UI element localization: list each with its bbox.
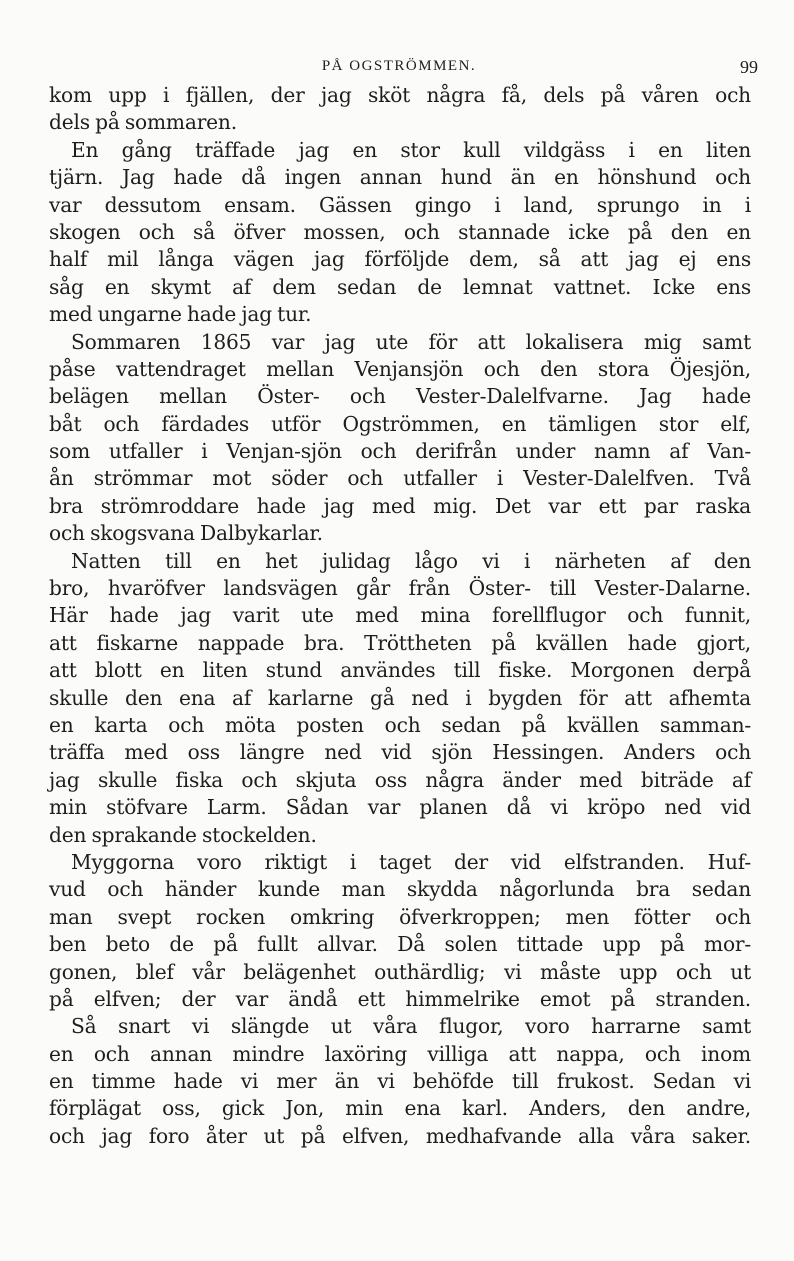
text-line: Myggorna voro riktigt i taget der vid elfstranden. Huf- <box>71 849 751 874</box>
text-line: kom upp i fjällen, der jag sköt några få, dels på våren och <box>49 83 751 107</box>
text-line: skulle den ena af karlarne gå ned i bygden för att afhemta <box>49 685 751 710</box>
text-line: tjärn. Jag hade då ingen annan hund än en hönshund och <box>49 165 751 190</box>
text-line: och skogsvana Dalbykarlar. <box>49 521 323 546</box>
text-line: ån strömmar mot söder och utfaller i Vester-Dalelfven. Två <box>49 466 751 491</box>
text-line: ben beto de på fullt allvar. Då solen tittade upp på mor- <box>49 932 751 957</box>
text-line: förplägat oss, gick Jon, min ena karl. Anders, den andre, <box>49 1096 751 1121</box>
text-line: en timme hade vi mer än vi behöfde till frukost. Sedan vi <box>49 1069 751 1094</box>
text-line: en karta och möta posten och sedan på kvällen samman- <box>49 712 751 737</box>
text-line: påse vattendraget mellan Venjansjön och den stora Öjesjön, <box>49 356 751 381</box>
text-line: bra strömroddare hade jag med mig. Det var ett par raska <box>49 493 751 518</box>
text-line: att blott en liten stund användes till fiske. Morgonen derpå <box>49 658 751 683</box>
text-line: Sommaren 1865 var jag ute för att lokalisera mig samt <box>71 329 751 354</box>
text-line: Så snart vi slängde ut våra flugor, voro harrarne samt <box>71 1014 751 1039</box>
text-line: jag skulle fiska och skjuta oss några änder med biträde af <box>49 767 751 792</box>
text-line: att fiskarne nappade bra. Tröttheten på kvällen hade gjort, <box>49 630 751 655</box>
text-line: bro, hvaröfver landsvägen går från Öster- till Vester-Dalarne. <box>49 576 751 601</box>
text-line: half mil långa vägen jag förföljde dem, så att jag ej ens <box>49 247 751 272</box>
text-line: med ungarne hade jag tur. <box>49 302 312 327</box>
text-line: båt och färdades utför Ogströmmen, en tämligen stor elf, <box>49 411 751 436</box>
running-head <box>40 58 758 80</box>
text-line: den sprakande stockelden. <box>49 822 317 847</box>
text-line: och jag foro åter ut på elfven, medhafvande alla våra saker. <box>49 1123 751 1148</box>
text-line: man svept rocken omkring öfverkroppen; men fötter och <box>49 904 751 929</box>
text-line: belägen mellan Öster- och Vester-Dalelfvarne. Jag hade <box>49 384 751 409</box>
text-line: på elfven; der var ändå ett himmelrike emot på stranden. <box>49 986 751 1011</box>
text-line: gonen, blef vår belägenhet outhärdlig; vi måste upp och ut <box>49 959 751 984</box>
page-number: 99 <box>740 57 758 77</box>
text-line: Här hade jag varit ute med mina forellflugor och funnit, <box>49 603 751 628</box>
running-title: PÅ OGSTRÖMMEN. <box>321 58 477 74</box>
text-line: vud och händer kunde man skydda någorlunda bra sedan <box>49 877 751 902</box>
text-line: min stöfvare Larm. Sådan var planen då vi kröpo ned vid <box>49 795 751 820</box>
body-text <box>49 82 751 1150</box>
text-line: dels på sommaren. <box>49 110 237 135</box>
text-line: skogen och så öfver mossen, och stannade icke på den en <box>49 219 751 244</box>
text-line: Natten till en het julidag lågo vi i närheten af den <box>71 548 751 573</box>
text-line: var dessutom ensam. Gässen gingo i land, sprungo in i <box>49 192 751 217</box>
text-line: träffa med oss längre ned vid sjön Hessingen. Anders och <box>49 740 751 765</box>
text-line: En gång träffade jag en stor kull vildgäss i en liten <box>71 137 751 162</box>
text-line: som utfaller i Venjan-sjön och derifrån under namn af Van- <box>49 439 751 464</box>
text-line: en och annan mindre laxöring villiga att nappa, och inom <box>49 1041 751 1066</box>
text-line: såg en skymt af dem sedan de lemnat vattnet. Icke ens <box>49 274 751 299</box>
